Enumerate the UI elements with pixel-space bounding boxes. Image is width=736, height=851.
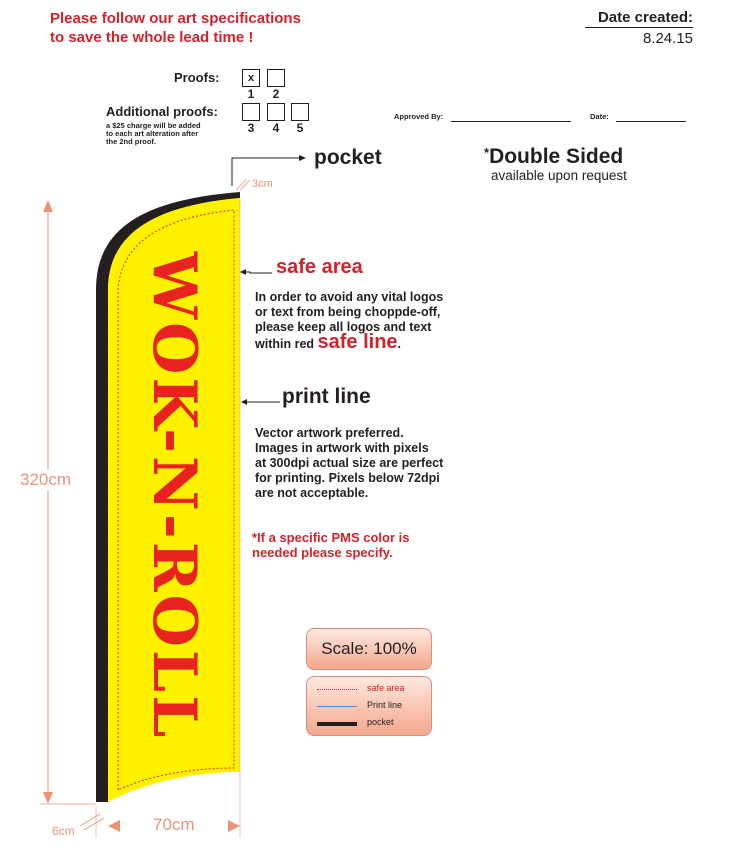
pocket-top-dimension: 3cm: [252, 178, 273, 190]
safe-area-title: safe area: [276, 256, 363, 278]
proof-number-2: 2: [272, 87, 280, 101]
legend-swatch-print-line: [317, 706, 357, 707]
proof-number-3: 3: [247, 121, 255, 135]
pocket-width-dimension: 6cm: [52, 824, 75, 838]
print-line-title: print line: [282, 385, 371, 408]
safe-area-text: In order to avoid any vital logos or text from being choppde-off, please keep all logos and text within red safe line.: [255, 290, 444, 353]
legend-swatch-pocket: [317, 722, 357, 726]
width-dimension: 70cm: [153, 815, 195, 834]
scale-badge: Scale: 100%: [306, 628, 432, 670]
proof-checkbox-1[interactable]: x: [242, 69, 260, 87]
double-sided-title: *Double Sided: [484, 145, 624, 168]
date-created-value: 8.24.15: [642, 30, 693, 47]
date-created-label: Date created:: [585, 9, 693, 28]
additional-proofs-label: Additional proofs:: [106, 104, 218, 119]
header-line-1: Please follow our art specifications: [50, 10, 301, 27]
pms-color-note: *If a specific PMS color is needed please specify.: [252, 530, 410, 560]
flag-text: WOK-N-ROLL: [139, 251, 209, 741]
proof-number-5: 5: [296, 121, 304, 135]
print-line-text: Vector artwork preferred. Images in artwork with pixels at 300dpi actual size are perfect for printing. Pixels below 72dpi are not acceptable.: [255, 426, 444, 500]
legend-swatch-safe-area: [317, 689, 357, 690]
approval-date-label: Date:: [590, 112, 609, 121]
proofs-label: Proofs:: [174, 70, 220, 85]
proof-number-4: 4: [272, 121, 280, 135]
proof-charge-note: a $25 charge will be added to each art alteration after the 2nd proof.: [106, 121, 201, 146]
double-sided-subtitle: available upon request: [491, 168, 627, 183]
height-dimension: 320cm: [20, 470, 72, 489]
approved-by-label: Approved By:: [394, 112, 444, 121]
safe-line-emphasis: safe line: [317, 331, 398, 353]
header-line-2: to save the whole lead time !: [50, 29, 254, 46]
safe-area-pointer: [242, 272, 272, 273]
pocket-label: pocket: [314, 146, 382, 169]
proof-number-1: 1: [247, 87, 255, 101]
legend-box: safe area Print line pocket: [306, 676, 432, 736]
